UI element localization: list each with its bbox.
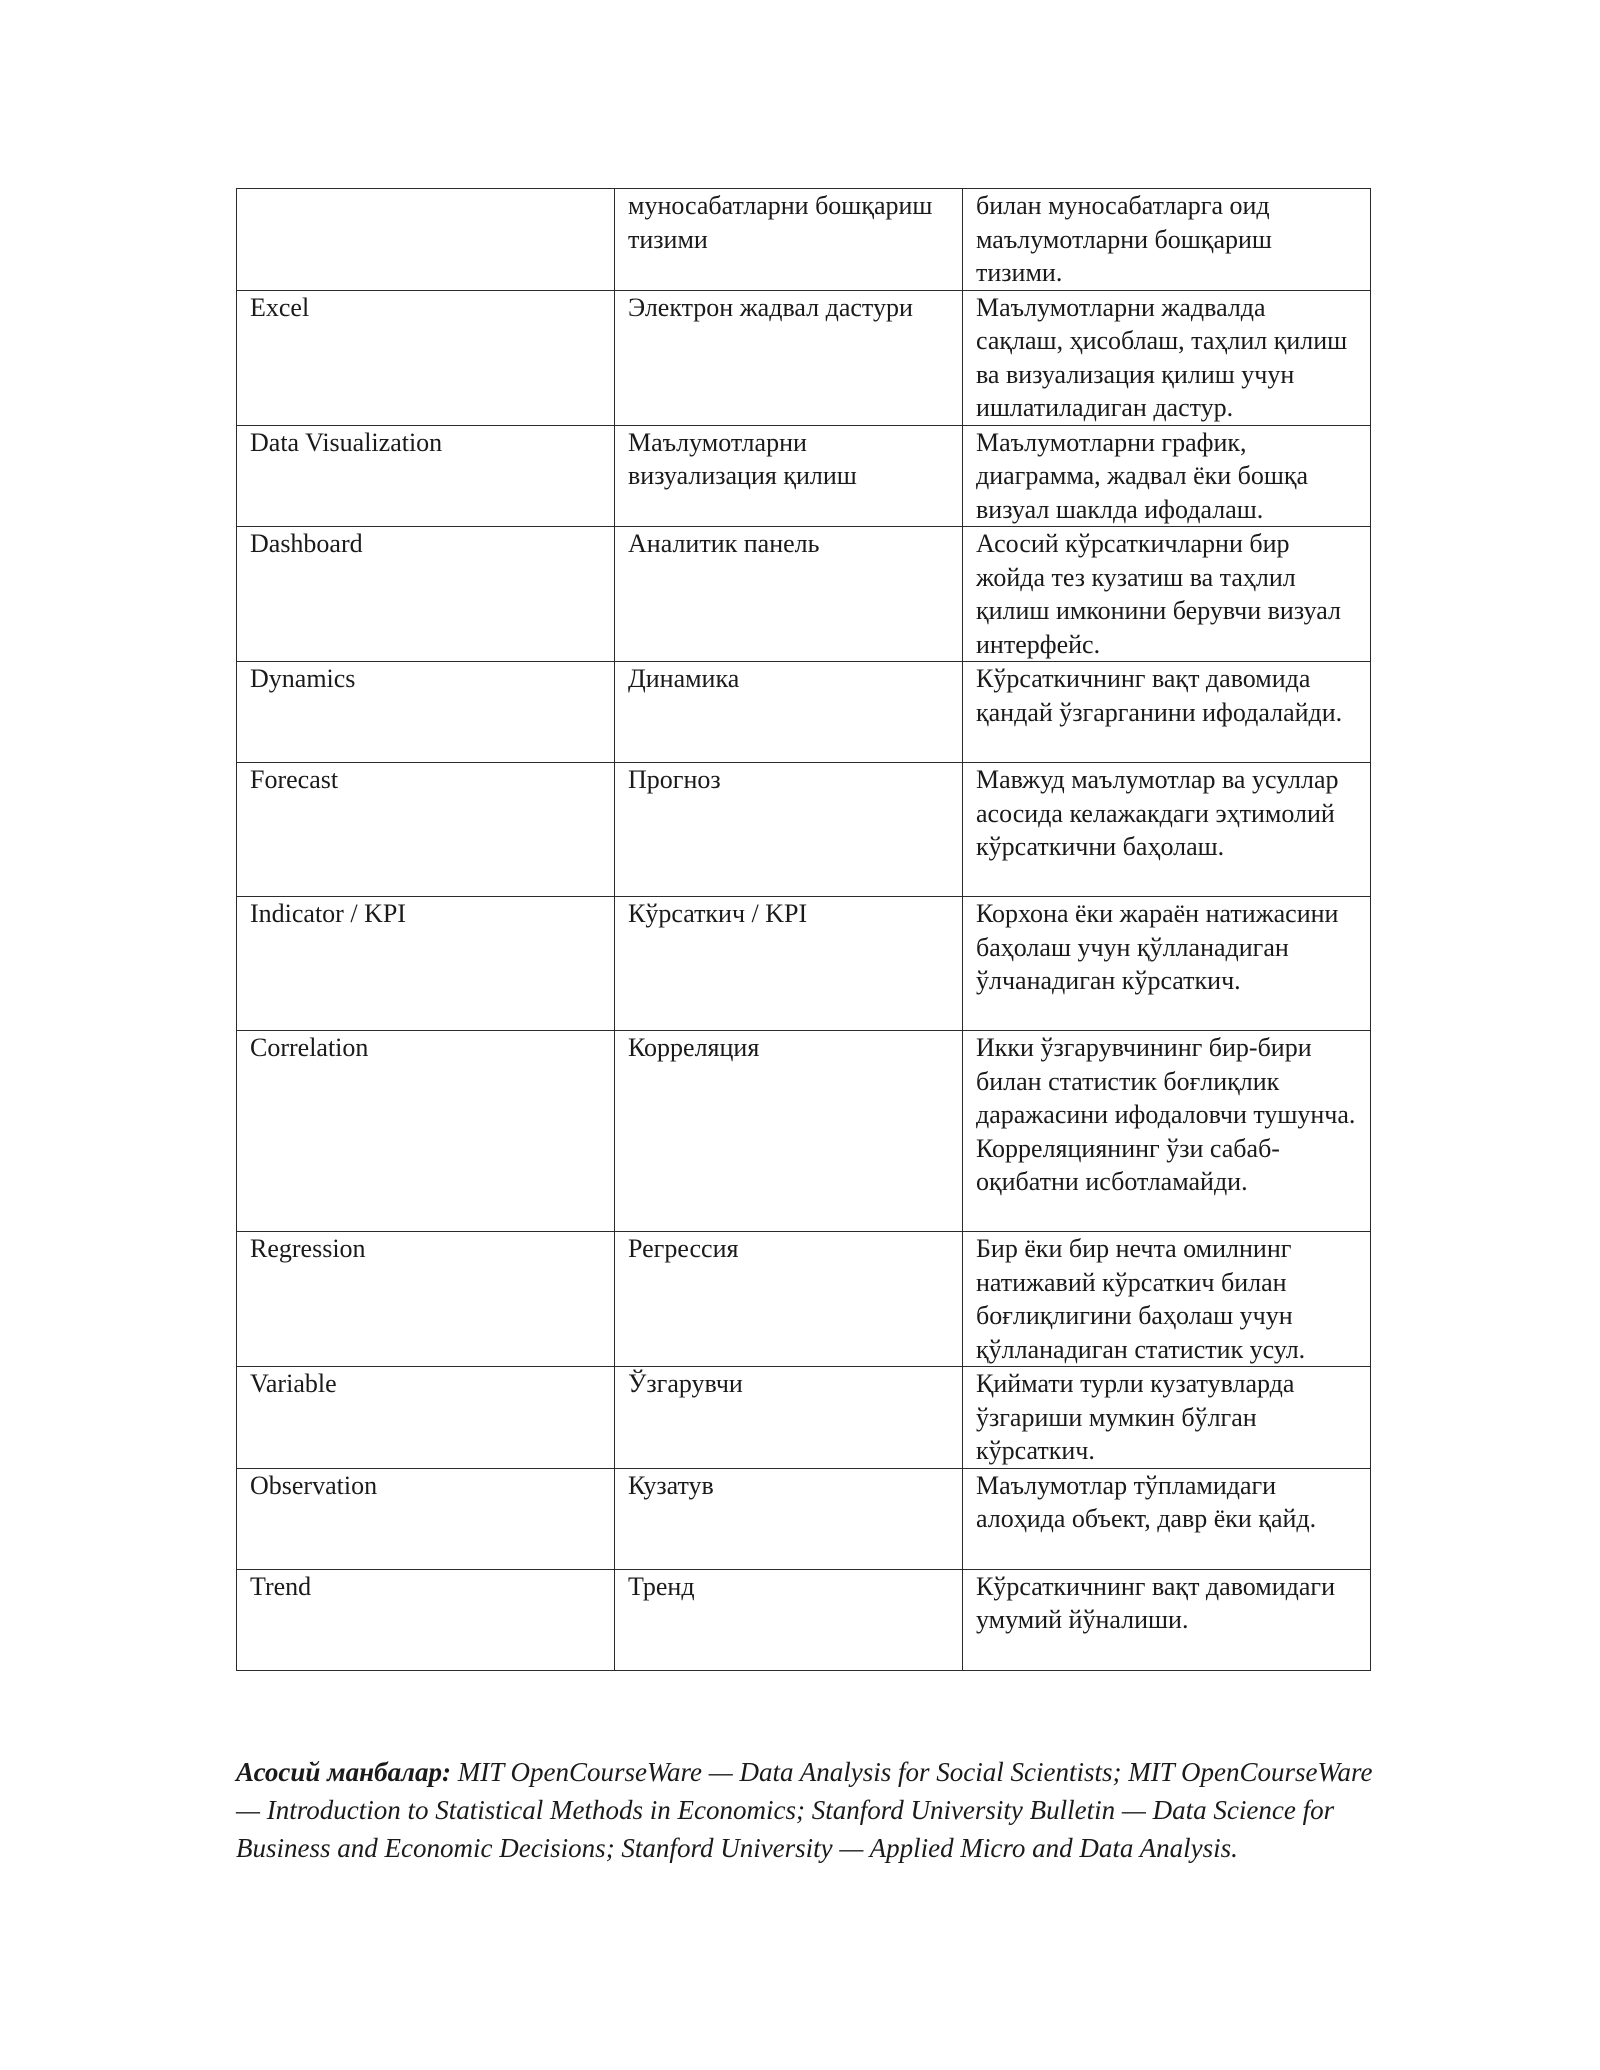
table-row xyxy=(237,662,1371,763)
translation-cell: Прогноз xyxy=(615,763,963,897)
term-cell: Trend xyxy=(237,1569,615,1670)
translation-cell: Аналитик панель xyxy=(615,527,963,662)
translation-cell: Маълумотларни визуализация қилиш xyxy=(615,425,963,527)
table-row xyxy=(237,527,1371,662)
glossary-table xyxy=(236,188,1371,1671)
translation-cell: Кузатув xyxy=(615,1468,963,1569)
table-row xyxy=(237,763,1371,897)
term-cell: Indicator / KPI xyxy=(237,897,615,1031)
translation-cell: Ўзгарувчи xyxy=(615,1367,963,1469)
definition-cell: Маълумотларни график, диаграмма, жадвал ёки бошқа визуал шаклда ифодалаш. xyxy=(963,425,1371,527)
definition-cell: Бир ёки бир нечта омилнинг натижавий кўрсаткич билан боғлиқлигини баҳолаш учун қўлланадиган статистик усул. xyxy=(963,1232,1371,1367)
term-cell: Observation xyxy=(237,1468,615,1569)
table-row xyxy=(237,1031,1371,1232)
table-row xyxy=(237,1569,1371,1670)
definition-cell: Икки ўзгарувчининг бир-бири билан статистик боғлиқлик даражасини ифодаловчи тушунча. Корреляциянинг ўзи сабаб-оқибатни исботламайди. xyxy=(963,1031,1371,1232)
table-row xyxy=(237,1367,1371,1469)
term-cell xyxy=(237,189,615,291)
definition-cell: Маълумотлар тўпламидаги алоҳида объект, давр ёки қайд. xyxy=(963,1468,1371,1569)
definition-cell: Мавжуд маълумотлар ва усуллар асосида келажакдаги эҳтимолий кўрсаткични баҳолаш. xyxy=(963,763,1371,897)
term-cell: Forecast xyxy=(237,763,615,897)
term-cell: Regression xyxy=(237,1232,615,1367)
table-row xyxy=(237,189,1371,291)
sources-paragraph xyxy=(236,1753,1376,1867)
definition-cell: Корхона ёки жараён натижасини баҳолаш учун қўлланадиган ўлчанадиган кўрсаткич. xyxy=(963,897,1371,1031)
term-cell: Dashboard xyxy=(237,527,615,662)
sources-label: Асосий манбалар: xyxy=(236,1757,451,1787)
term-cell: Data Visualization xyxy=(237,425,615,527)
table-row xyxy=(237,290,1371,425)
table-row xyxy=(237,897,1371,1031)
translation-cell: муносабатларни бошқариш тизими xyxy=(615,189,963,291)
sources-text: MIT OpenCourseWare — Data Analysis for Social Scientists; MIT OpenCourseWare — Introduction to Statistical Methods in Economics; Stanford University Bulletin — Data Science for Business and Economic Decisions; Stanford University — Applied Micro and Data Analysis. xyxy=(236,1757,1373,1863)
translation-cell: Тренд xyxy=(615,1569,963,1670)
translation-cell: Динамика xyxy=(615,662,963,763)
definition-cell: Қиймати турли кузатувларда ўзгариши мумкин бўлган кўрсаткич. xyxy=(963,1367,1371,1469)
definition-cell: Асосий кўрсаткичларни бир жойда тез кузатиш ва таҳлил қилиш имконини берувчи визуал интерфейс. xyxy=(963,527,1371,662)
translation-cell: Электрон жадвал дастури xyxy=(615,290,963,425)
translation-cell: Кўрсаткич / KPI xyxy=(615,897,963,1031)
term-cell: Correlation xyxy=(237,1031,615,1232)
definition-cell: билан муносабатларга оид маълумотларни бошқариш тизими. xyxy=(963,189,1371,291)
definition-cell: Кўрсаткичнинг вақт давомидаги умумий йўналиши. xyxy=(963,1569,1371,1670)
term-cell: Excel xyxy=(237,290,615,425)
table-row xyxy=(237,1468,1371,1569)
term-cell: Variable xyxy=(237,1367,615,1469)
definition-cell: Маълумотларни жадвалда сақлаш, ҳисоблаш, таҳлил қилиш ва визуализация қилиш учун ишлатиладиган дастур. xyxy=(963,290,1371,425)
table-row xyxy=(237,1232,1371,1367)
translation-cell: Корреляция xyxy=(615,1031,963,1232)
translation-cell: Регрессия xyxy=(615,1232,963,1367)
table-row xyxy=(237,425,1371,527)
definition-cell: Кўрсаткичнинг вақт давомида қандай ўзгарганини ифодалайди. xyxy=(963,662,1371,763)
term-cell: Dynamics xyxy=(237,662,615,763)
